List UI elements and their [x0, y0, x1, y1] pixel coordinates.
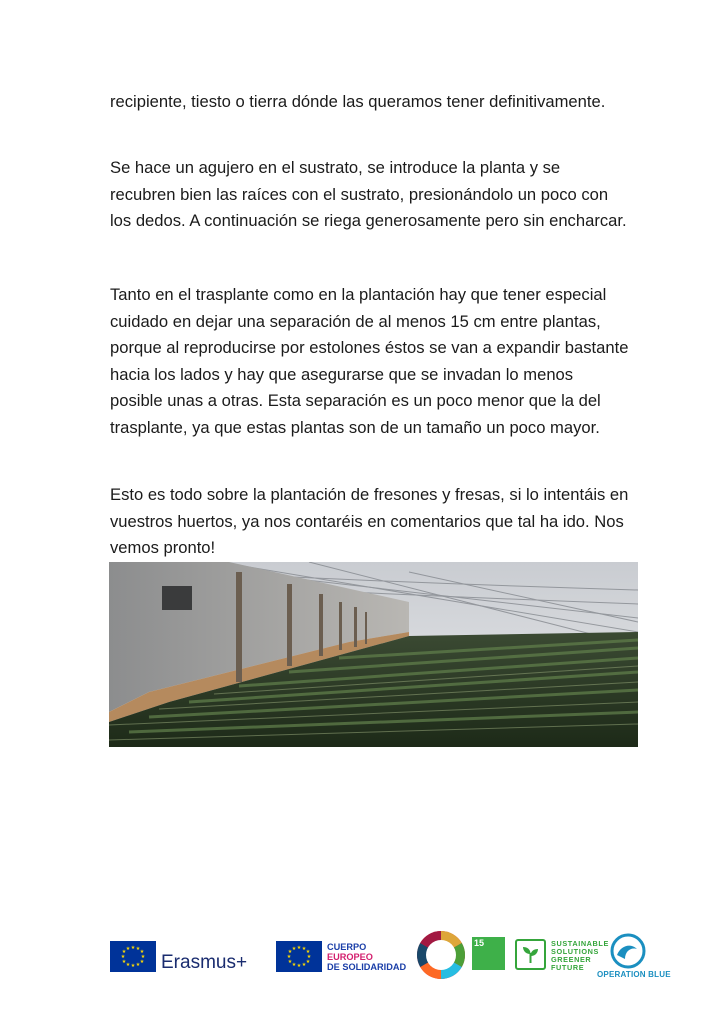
- svg-text:★: ★: [306, 954, 312, 960]
- eu-stars-icon: [276, 941, 322, 972]
- operation-blue-logo-text: OPERATION BLUE: [597, 970, 671, 979]
- svg-text:★: ★: [125, 962, 131, 968]
- erasmus-logo-text: Erasmus+: [161, 952, 248, 973]
- paragraph-4-text: Esto es todo sobre la plantación de fresones y fresas, si lo intentáis en vuestros huertos, ya nos contaréis en comentarios que tal ha ido. Nos vemos pronto!: [110, 485, 629, 557]
- cuerpo-line-3: DE SOLIDARIDAD: [327, 962, 407, 972]
- eu-flag-solidarity: [276, 941, 322, 972]
- eu-stars-icon: [110, 941, 156, 972]
- svg-text:★: ★: [296, 945, 302, 951]
- paragraph-1-text: recipiente, tiesto o tierra dónde las queramos tener definitivamente.: [110, 92, 606, 111]
- eu-flag-erasmus: [110, 941, 156, 972]
- svg-text:★: ★: [296, 963, 302, 969]
- svg-text:★: ★: [305, 959, 311, 965]
- cuerpo-line-2: EUROPEO: [327, 952, 373, 962]
- paragraph-3-text: Tanto en el trasplante como en la plantación hay que tener especial cuidado en dejar una separación de al menos 15 cm entre plantas, porque al reproducirse por estolones éstos se van a expandir bastante hacia los lados y hay que asegurarse que se invadan lo menos posible unas a otras. Esta separación es un poco menor que la del trasplante, ya que estas plantas son de un tamaño un poco mayor.: [110, 285, 629, 437]
- svg-text:★: ★: [135, 962, 141, 968]
- svg-text:★: ★: [286, 954, 292, 960]
- sustainable-solutions-plant-icon: [515, 939, 546, 970]
- svg-text:★: ★: [135, 946, 141, 952]
- operation-blue-wave-icon: [609, 933, 647, 969]
- sustainable-line-2: SOLUTIONS: [551, 947, 599, 956]
- greenhouse-strawberry-photo: [109, 562, 638, 747]
- svg-text:★: ★: [121, 949, 127, 955]
- svg-text:★: ★: [287, 959, 293, 965]
- svg-text:★: ★: [139, 949, 145, 955]
- svg-text:★: ★: [140, 954, 146, 960]
- svg-text:★: ★: [130, 963, 136, 969]
- svg-text:★: ★: [301, 946, 307, 952]
- svg-text:★: ★: [291, 946, 297, 952]
- svg-text:★: ★: [287, 949, 293, 955]
- svg-text:★: ★: [130, 945, 136, 951]
- sdg-15-life-on-land-icon: [472, 937, 505, 970]
- svg-text:★: ★: [121, 959, 127, 965]
- sdg-15-number: 15: [474, 938, 485, 948]
- sdg-wheel-icon: [416, 930, 466, 980]
- paragraph-1: [110, 89, 630, 116]
- paragraph-2-text: Se hace un agujero en el sustrato, se introduce la planta y se recubren bien las raíces con el sustrato, presionándolo un poco con los dedos. A continuación se riega generosamente pero sin encharcar.: [110, 158, 627, 230]
- sustainable-line-4: FUTURE: [551, 963, 585, 972]
- sustainable-line-3: GREENER: [551, 955, 592, 964]
- paragraph-2: [110, 155, 630, 235]
- svg-text:★: ★: [120, 954, 126, 960]
- svg-text:★: ★: [125, 946, 131, 952]
- cuerpo-line-1: CUERPO: [327, 942, 367, 952]
- paragraph-3: [110, 282, 630, 441]
- european-solidarity-corps-logo-text: [327, 942, 406, 972]
- svg-text:★: ★: [305, 949, 311, 955]
- svg-text:★: ★: [139, 959, 145, 965]
- sustainable-line-1: SUSTAINABLE: [551, 939, 609, 948]
- svg-text:★: ★: [301, 962, 307, 968]
- paragraph-4: [110, 482, 630, 562]
- sustainable-solutions-logo-text: [551, 940, 609, 972]
- svg-text:★: ★: [291, 962, 297, 968]
